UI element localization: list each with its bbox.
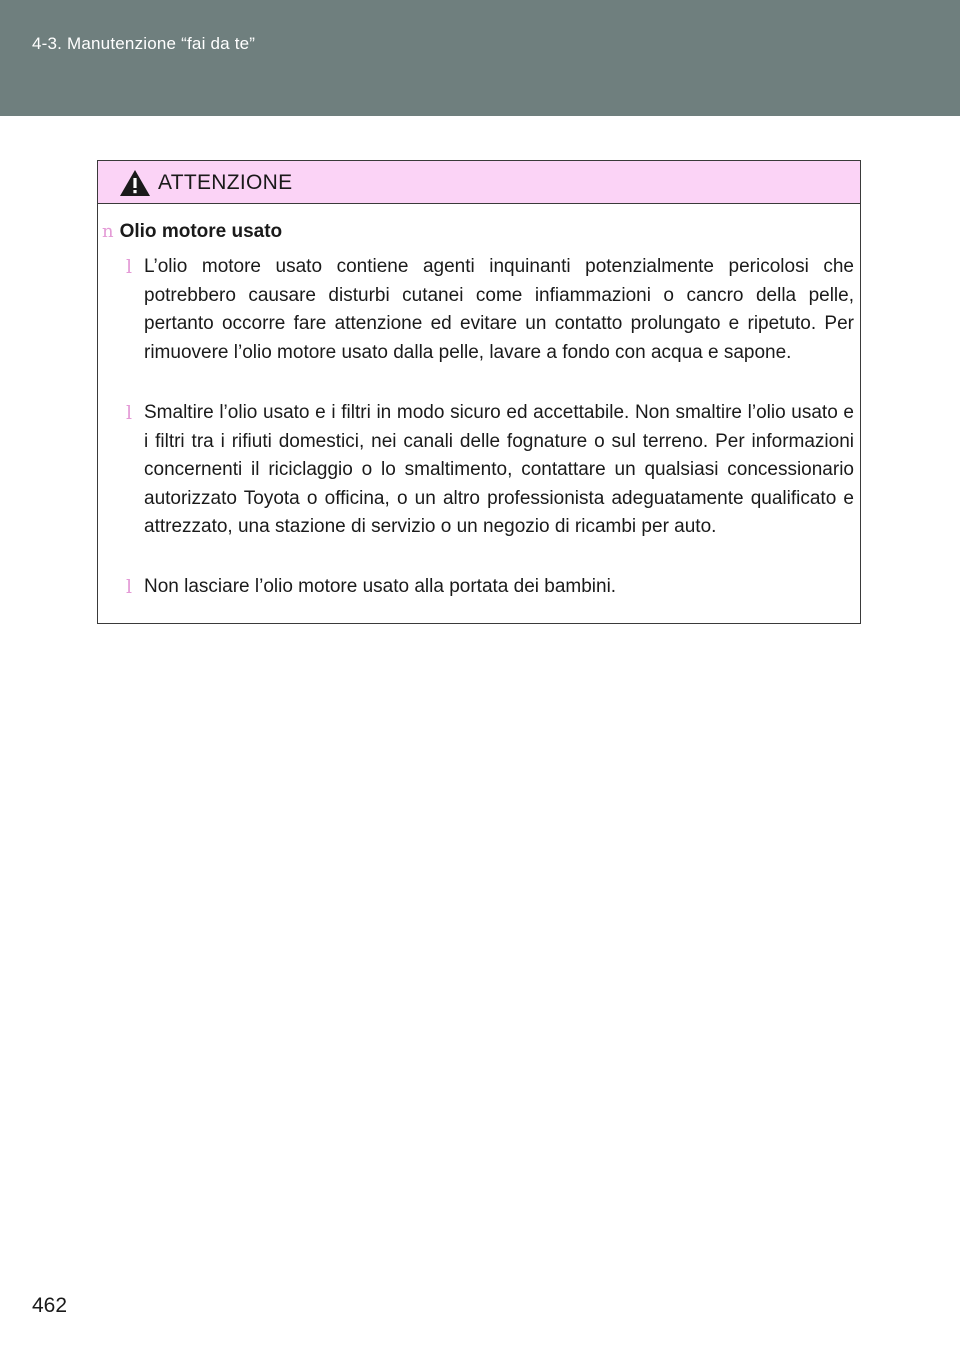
bullet-item [126,573,854,602]
subheading-marker: n [102,221,114,242]
bullet-text: Smaltire l’olio usato e i filtri in modo sicuro ed accettabile. Non smaltire l’olio usato e i filtri tra i rifiuti domestici, nei canali delle fognature o sul terreno. Per informazioni concernenti il riciclaggio o lo smaltimento, contattare un qualsiasi concessionario autorizzato Toyota o officina, o un altro professionista adeguatamente qualificato e attrezzato, una stazione di servizio o un negozio di ricambi per auto. [144,402,854,537]
section-header-band [0,0,960,116]
bullet-marker: l [126,576,133,598]
bullet-text: Non lasciare l’olio motore usato alla portata dei bambini. [144,576,617,597]
warning-title: ATTENZIONE [158,171,293,194]
warning-triangle-icon [118,168,152,198]
warning-header [98,161,860,204]
page-number: 462 [32,1294,68,1317]
bullet-marker: l [126,402,133,424]
warning-box [97,160,861,624]
bullet-marker: l [126,256,133,278]
bullet-item [126,399,854,542]
bullet-text: L’olio motore usato contiene agenti inquinanti potenzialmente pericolosi che potrebbero causare disturbi cutanei come infiammazioni o cancro della pelle, pertanto occorre fare attenzione ed evitare un contatto prolungato e ripetuto. Per rimuovere l’olio motore usato dalla pelle, lavare a fondo con acqua e sapone. [144,256,854,363]
section-title: 4-3. Manutenzione “fai da te” [32,34,256,53]
bullet-item [126,253,854,367]
warning-subheading [102,221,282,243]
subheading-text: Olio motore usato [119,221,283,242]
